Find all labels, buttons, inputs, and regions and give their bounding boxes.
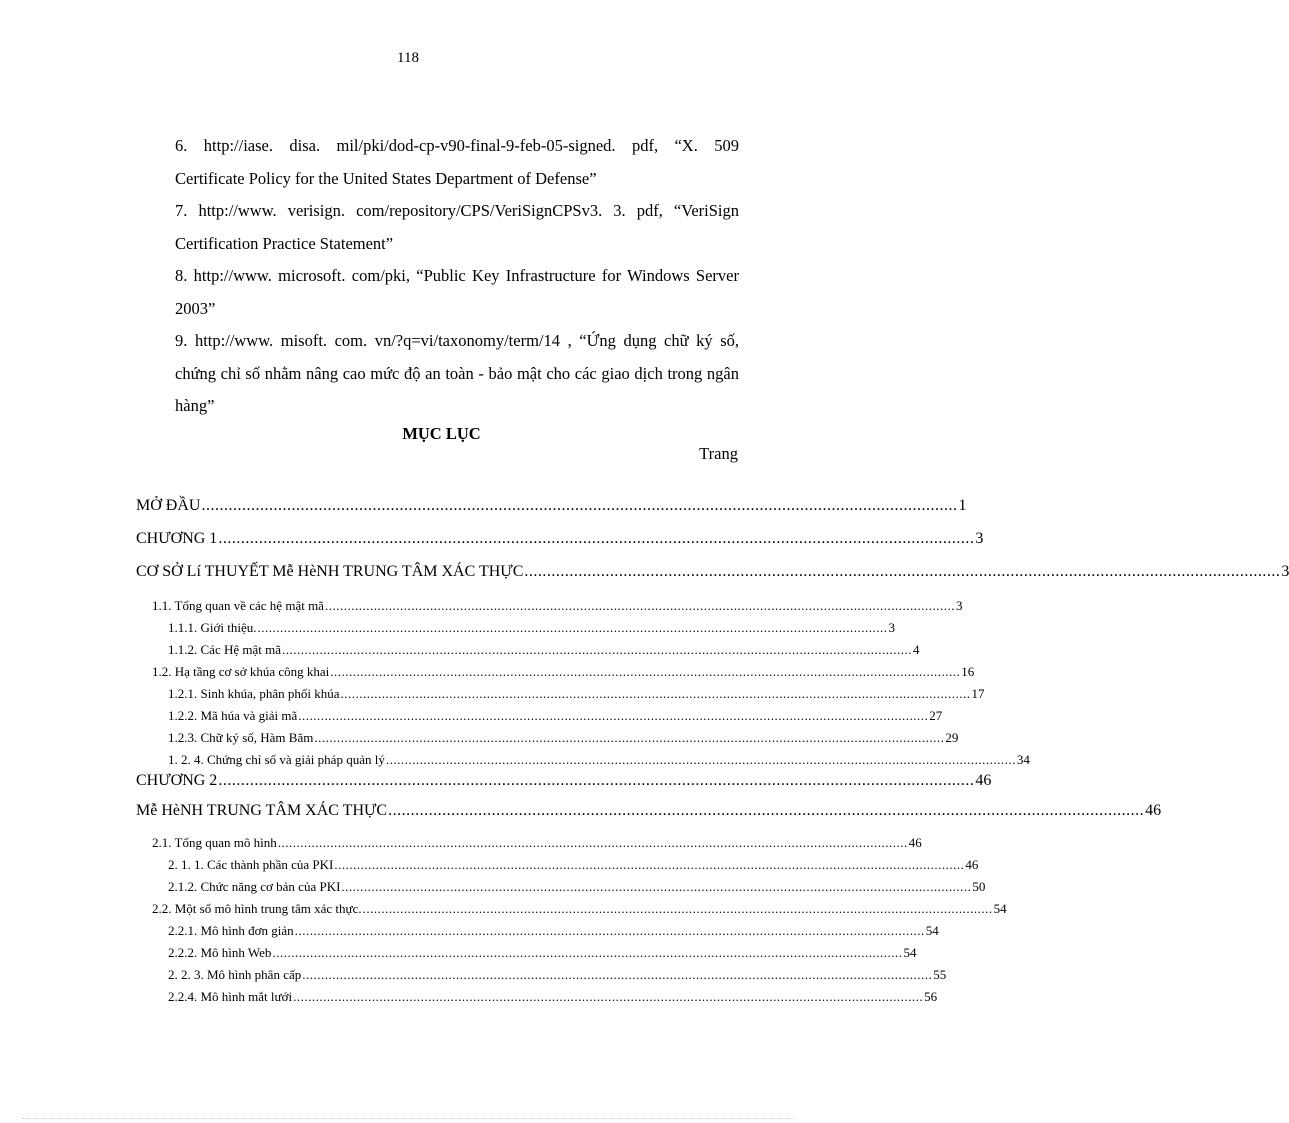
- toc-entry[interactable]: [168, 967, 947, 983]
- page-bottom-border: [22, 1118, 794, 1119]
- toc-entry-title: 1.1. Tổng quan về các hệ mật mã: [152, 598, 324, 613]
- toc-leader-dots: ........................................................................................................................................................................: [201, 497, 958, 514]
- toc-entry-page: 50: [972, 879, 986, 894]
- toc-entry-page: 4: [913, 642, 920, 657]
- toc-entry-page: 54: [903, 945, 917, 960]
- reference-item: 9. http://www. misoft. com. vn/?q=vi/taxonomy/term/14 , “Ứng dụng chữ ký số, chứng chỉ số nhằm nâng cao mức độ an toàn - bảo mật cho các giao dịch trong ngân hàng”: [175, 331, 739, 415]
- toc-entry[interactable]: [168, 708, 943, 724]
- toc-entry-page: 17: [971, 686, 985, 701]
- toc-entry-title: Mễ HèNH TRUNG TÂM XÁC THỰC: [136, 802, 388, 819]
- toc-entry-title: 1.2.1. Sinh khúa, phân phối khúa: [168, 686, 340, 701]
- toc-entry-page: 34: [1016, 752, 1030, 767]
- toc-entry-page: 27: [929, 708, 943, 723]
- toc-entry-title: 2.1.2. Chức năng cơ bản của PKI: [168, 879, 341, 894]
- toc-entry-title: 1.2.2. Mã húa và giải mã: [168, 708, 298, 723]
- toc-entry[interactable]: [136, 497, 967, 515]
- reference-item: 6. http://iase. disa. mil/pki/dod-cp-v90-final-9-feb-05-signed. pdf, “X. 509 Certificate Policy for the United States Department of Defense”: [175, 136, 739, 188]
- toc-entry-title: 2. 1. 1. Các thành phần của PKI: [168, 857, 334, 872]
- toc-leader-dots: ........................................................................................................................................................................: [257, 620, 888, 635]
- toc-entry-title: 2. 2. 3. Mô hình phân cấp: [168, 967, 302, 982]
- toc-leader-dots: ........................................................................................................................................................................: [388, 802, 1145, 819]
- toc-leader-dots: ........................................................................................................................................................................: [362, 901, 993, 916]
- toc-entry[interactable]: [136, 772, 992, 790]
- toc-entry-page: 55: [933, 967, 947, 982]
- toc-leader-dots: ........................................................................................................................................................................: [282, 642, 912, 657]
- toc-leader-dots: ........................................................................................................................................................................: [324, 598, 955, 613]
- toc-entry[interactable]: [136, 530, 984, 548]
- toc-leader-dots: ........................................................................................................................................................................: [314, 730, 945, 745]
- toc-entry-title: CHƯƠNG 2: [136, 772, 218, 789]
- toc-entry-title: 2.2.4. Mô hình mắt lưới: [168, 989, 293, 1004]
- toc-entry-page: 3: [975, 530, 984, 547]
- toc-entry-page: 46: [965, 857, 979, 872]
- toc-entry-title: 2.1. Tổng quan mô hình: [152, 835, 277, 850]
- toc-heading: MỤC LỤC: [402, 424, 481, 443]
- reference-item: 7. http://www. verisign. com/repository/CPS/VeriSignCPSv3. 3. pdf, “VeriSign Certification Practice Statement”: [175, 201, 739, 253]
- toc-entry[interactable]: [168, 989, 938, 1005]
- toc-leader-dots: ........................................................................................................................................................................: [340, 686, 971, 701]
- toc-leader-dots: ........................................................................................................................................................................: [272, 945, 903, 960]
- toc-leader-dots: ........................................................................................................................................................................: [218, 530, 975, 547]
- toc-entry[interactable]: [152, 901, 1007, 917]
- toc-leader-dots: ........................................................................................................................................................................: [341, 879, 972, 894]
- toc-entry-title: 2.2.2. Mô hình Web: [168, 945, 272, 960]
- toc-entry-title: 1.1.1. Giới thiệu.: [168, 620, 257, 635]
- toc-entry[interactable]: [168, 857, 979, 873]
- toc-entry[interactable]: [168, 686, 985, 702]
- toc-entry-title: CHƯƠNG 1: [136, 530, 218, 547]
- toc-entry-page: 56: [924, 989, 938, 1004]
- toc-leader-dots: ........................................................................................................................................................................: [293, 989, 924, 1004]
- toc-entry-page: 54: [925, 923, 939, 938]
- toc-entry-title: 1. 2. 4. Chứng chỉ số và giải pháp quản lý: [168, 752, 385, 767]
- toc-entry-title: 1.1.2. Các Hệ mật mã: [168, 642, 281, 657]
- toc-entry[interactable]: [136, 802, 1162, 820]
- toc-leader-dots: ........................................................................................................................................................................: [298, 708, 929, 723]
- page-number: 118: [397, 50, 419, 66]
- toc-entry[interactable]: [136, 563, 1289, 581]
- toc-leader-dots: ........................................................................................................................................................................: [218, 772, 975, 789]
- toc-entry-page: 46: [1145, 802, 1162, 819]
- toc-entry-page: 46: [975, 772, 992, 789]
- toc-leader-dots: ........................................................................................................................................................................: [334, 857, 965, 872]
- toc-entry[interactable]: [168, 642, 920, 658]
- toc-leader-dots: ........................................................................................................................................................................: [294, 923, 925, 938]
- toc-entry-title: CƠ SỞ Lí THUYẾT Mễ HèNH TRUNG TÂM XÁC THỰC: [136, 563, 524, 580]
- toc-entry-page: 1: [958, 497, 967, 514]
- toc-entry-title: 1.2. Hạ tầng cơ sở khúa công khai: [152, 664, 330, 679]
- toc-leader-dots: ........................................................................................................................................................................: [385, 752, 1016, 767]
- toc-entry[interactable]: [152, 598, 963, 614]
- toc-entry[interactable]: [152, 664, 975, 680]
- toc-entry-title: MỞ ĐẦU: [136, 497, 201, 514]
- toc-entry[interactable]: [168, 730, 959, 746]
- toc-entry[interactable]: [168, 923, 939, 939]
- toc-entry[interactable]: [168, 620, 895, 636]
- toc-entry-page: 46: [908, 835, 922, 850]
- toc-entry-page: 16: [961, 664, 975, 679]
- toc-leader-dots: ........................................................................................................................................................................: [524, 563, 1281, 580]
- toc-leader-dots: ........................................................................................................................................................................: [277, 835, 908, 850]
- toc-leader-dots: ........................................................................................................................................................................: [302, 967, 933, 982]
- toc-entry[interactable]: [152, 835, 922, 851]
- toc-entry-page: 54: [993, 901, 1007, 916]
- toc-entry-title: 2.2.1. Mô hình đơn giản: [168, 923, 294, 938]
- toc-entry[interactable]: [168, 879, 986, 895]
- toc-page-label: Trang: [699, 444, 738, 463]
- toc-entry[interactable]: [168, 752, 1030, 768]
- reference-item: 8. http://www. microsoft. com/pki, “Public Key Infrastructure for Windows Server 2003”: [175, 266, 739, 318]
- toc-entry-page: 3: [888, 620, 895, 635]
- toc-entry[interactable]: [168, 945, 917, 961]
- toc-entry-title: 2.2. Một số mô hình trung tâm xác thực.: [152, 901, 362, 916]
- toc-entry-page: 29: [945, 730, 959, 745]
- toc-entry-page: 3: [1281, 563, 1289, 580]
- toc-entry-page: 3: [955, 598, 963, 613]
- toc-leader-dots: ........................................................................................................................................................................: [330, 664, 961, 679]
- reference-list: [175, 130, 739, 423]
- toc-entry-title: 1.2.3. Chữ ký số, Hàm Băm: [168, 730, 314, 745]
